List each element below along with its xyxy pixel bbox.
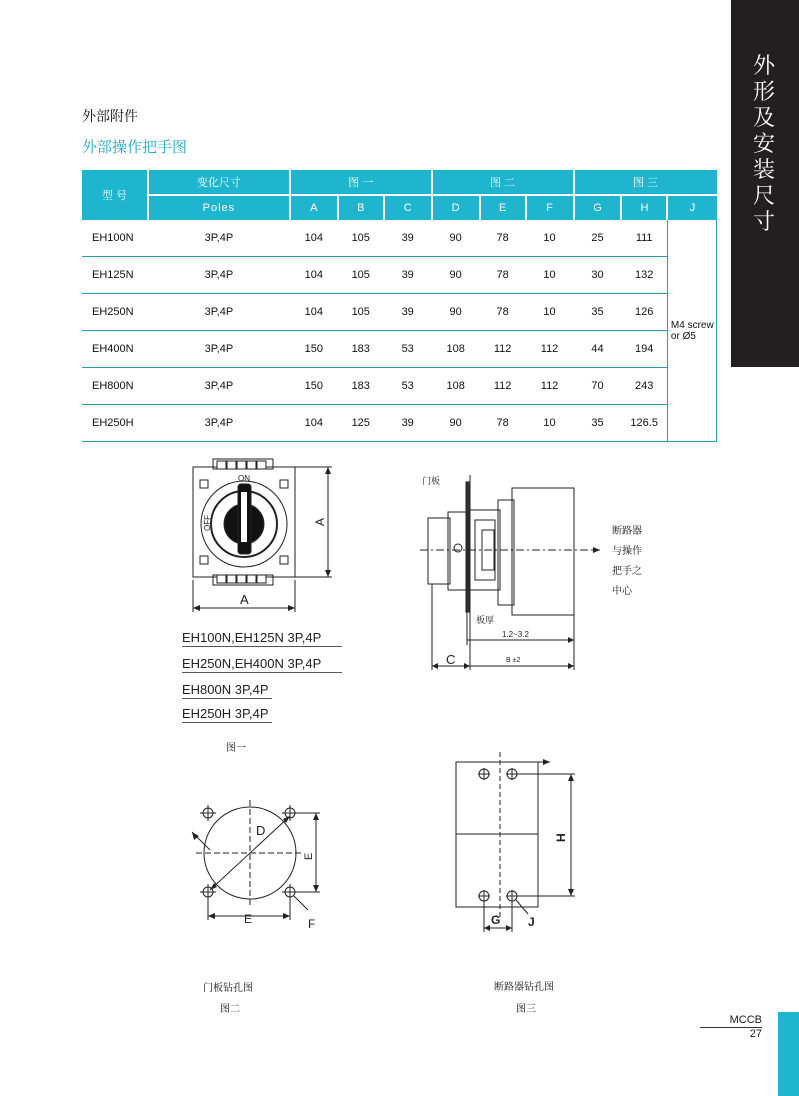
page-number: 27 <box>749 1028 762 1040</box>
header-col-e: E <box>480 195 526 220</box>
door-drilling-diagram <box>180 790 330 940</box>
dim-e-bottom: E <box>244 912 253 926</box>
center-note-line: 中心 <box>612 586 632 597</box>
table-row <box>82 257 717 294</box>
table-row <box>82 220 717 257</box>
cell-a: 150 <box>290 368 338 405</box>
cell-g: 30 <box>574 257 622 294</box>
cell-poles: 3P,4P <box>148 294 290 331</box>
cell-e: 78 <box>480 294 526 331</box>
cell-c: 53 <box>384 331 432 368</box>
cell-c: 39 <box>384 405 432 442</box>
header-col-f: F <box>526 195 574 220</box>
dim-g: G <box>491 913 501 927</box>
header-size: 变化尺寸 <box>148 170 290 195</box>
footer-label: MCCB <box>700 1014 762 1028</box>
section-subtitle: 外部操作把手图 <box>82 138 188 156</box>
cell-model: EH125N <box>82 257 148 294</box>
handle-front-view <box>180 452 360 617</box>
header-col-c: C <box>384 195 432 220</box>
cell-model: EH250H <box>82 405 148 442</box>
cell-g: 35 <box>574 294 622 331</box>
cell-poles: 3P,4P <box>148 405 290 442</box>
cell-f: 10 <box>526 405 574 442</box>
dim-c: C <box>446 652 456 667</box>
cell-g: 70 <box>574 368 622 405</box>
cell-poles: 3P,4P <box>148 220 290 257</box>
center-note-line: 与操作 <box>612 546 642 557</box>
cell-d: 108 <box>432 331 480 368</box>
cell-h: 126 <box>621 294 667 331</box>
cell-a: 104 <box>290 257 338 294</box>
cell-e: 78 <box>480 257 526 294</box>
cell-g: 25 <box>574 220 622 257</box>
cell-poles: 3P,4P <box>148 257 290 294</box>
header-fig3: 图 三 <box>574 170 717 195</box>
table-row <box>82 368 717 405</box>
cell-h: 132 <box>621 257 667 294</box>
cell-d: 108 <box>432 368 480 405</box>
dimension-table <box>82 170 717 442</box>
dim-a-bottom: A <box>240 592 249 607</box>
cell-a: 104 <box>290 294 338 331</box>
model-label-1: EH100N,EH125N 3P,4P <box>182 630 342 647</box>
cell-j-line1: M4 screw <box>670 319 714 331</box>
cell-g: 35 <box>574 405 622 442</box>
fig2-title: 门板钻孔图 <box>203 983 253 994</box>
cell-h: 111 <box>621 220 667 257</box>
cell-poles: 3P,4P <box>148 331 290 368</box>
center-note-line: 把手之 <box>612 566 642 577</box>
dim-e-side: E <box>303 852 315 860</box>
header-poles: Poles <box>148 195 290 220</box>
off-label: OFF <box>203 515 212 531</box>
dim-f: F <box>308 917 316 931</box>
fig1-caption: 图一 <box>226 743 246 754</box>
header-col-d: D <box>432 195 480 220</box>
cell-d: 90 <box>432 220 480 257</box>
header-col-g: G <box>574 195 622 220</box>
cell-b: 105 <box>338 257 384 294</box>
cell-c: 53 <box>384 368 432 405</box>
cell-model: EH800N <box>82 368 148 405</box>
cell-e: 112 <box>480 331 526 368</box>
page-footer <box>700 1014 762 1040</box>
thickness-label: 板厚 <box>476 616 495 626</box>
cell-a: 104 <box>290 220 338 257</box>
header-col-h: H <box>621 195 667 220</box>
cell-model: EH400N <box>82 331 148 368</box>
cell-b: 105 <box>338 294 384 331</box>
door-label: 门板 <box>422 477 441 487</box>
cell-e: 78 <box>480 405 526 442</box>
page-edge-bar <box>778 1012 799 1096</box>
table-row <box>82 294 717 331</box>
cell-g: 44 <box>574 331 622 368</box>
fig3-caption: 图三 <box>516 1004 536 1015</box>
cell-h: 194 <box>621 331 667 368</box>
cell-f: 10 <box>526 220 574 257</box>
cell-b: 105 <box>338 220 384 257</box>
fig3-title: 断路器钻孔图 <box>494 982 554 993</box>
section-title: 外部附件 <box>82 109 138 125</box>
cell-d: 90 <box>432 405 480 442</box>
model-label-2: EH250N,EH400N 3P,4P <box>182 656 342 673</box>
cell-j-line2: or Ø5 <box>670 330 696 342</box>
cell-h: 243 <box>621 368 667 405</box>
cell-c: 39 <box>384 257 432 294</box>
cell-f: 112 <box>526 368 574 405</box>
model-label-3: EH800N 3P,4P <box>182 682 272 699</box>
cell-f: 10 <box>526 257 574 294</box>
dim-j: J <box>528 915 535 929</box>
cell-h: 126.5 <box>621 405 667 442</box>
cell-b: 183 <box>338 331 384 368</box>
fig2-caption: 图二 <box>220 1004 240 1015</box>
cell-b: 183 <box>338 368 384 405</box>
cell-j <box>667 220 716 442</box>
cell-f: 112 <box>526 331 574 368</box>
cell-e: 112 <box>480 368 526 405</box>
header-fig2: 图 二 <box>432 170 574 195</box>
cell-d: 90 <box>432 257 480 294</box>
cell-c: 39 <box>384 220 432 257</box>
cell-d: 90 <box>432 294 480 331</box>
dim-h: H <box>554 833 568 842</box>
header-model: 型 号 <box>82 170 148 220</box>
dim-a-side: A <box>313 517 327 526</box>
cell-f: 10 <box>526 294 574 331</box>
on-label: ON <box>238 474 250 483</box>
center-note-line: 断路器 <box>612 526 642 537</box>
model-label-4: EH250H 3P,4P <box>182 706 272 723</box>
cell-b: 125 <box>338 405 384 442</box>
cell-poles: 3P,4P <box>148 368 290 405</box>
section-tab <box>731 0 799 367</box>
b-tolerance-label: B ±2 <box>506 657 521 664</box>
cell-a: 104 <box>290 405 338 442</box>
header-col-b: B <box>338 195 384 220</box>
handle-side-view <box>420 470 610 675</box>
cell-a: 150 <box>290 331 338 368</box>
range-label: 1.2~3.2 <box>502 630 529 639</box>
center-note <box>612 522 642 602</box>
header-fig1: 图 一 <box>290 170 432 195</box>
breaker-drilling-diagram <box>440 752 585 942</box>
dim-d: D <box>256 823 266 838</box>
cell-e: 78 <box>480 220 526 257</box>
cell-model: EH100N <box>82 220 148 257</box>
section-tab-text: 外 形 及 安 装 尺 寸 <box>752 54 775 235</box>
table-row <box>82 405 717 442</box>
header-col-j: J <box>667 195 716 220</box>
header-col-a: A <box>290 195 338 220</box>
cell-model: EH250N <box>82 294 148 331</box>
table-row <box>82 331 717 368</box>
cell-c: 39 <box>384 294 432 331</box>
